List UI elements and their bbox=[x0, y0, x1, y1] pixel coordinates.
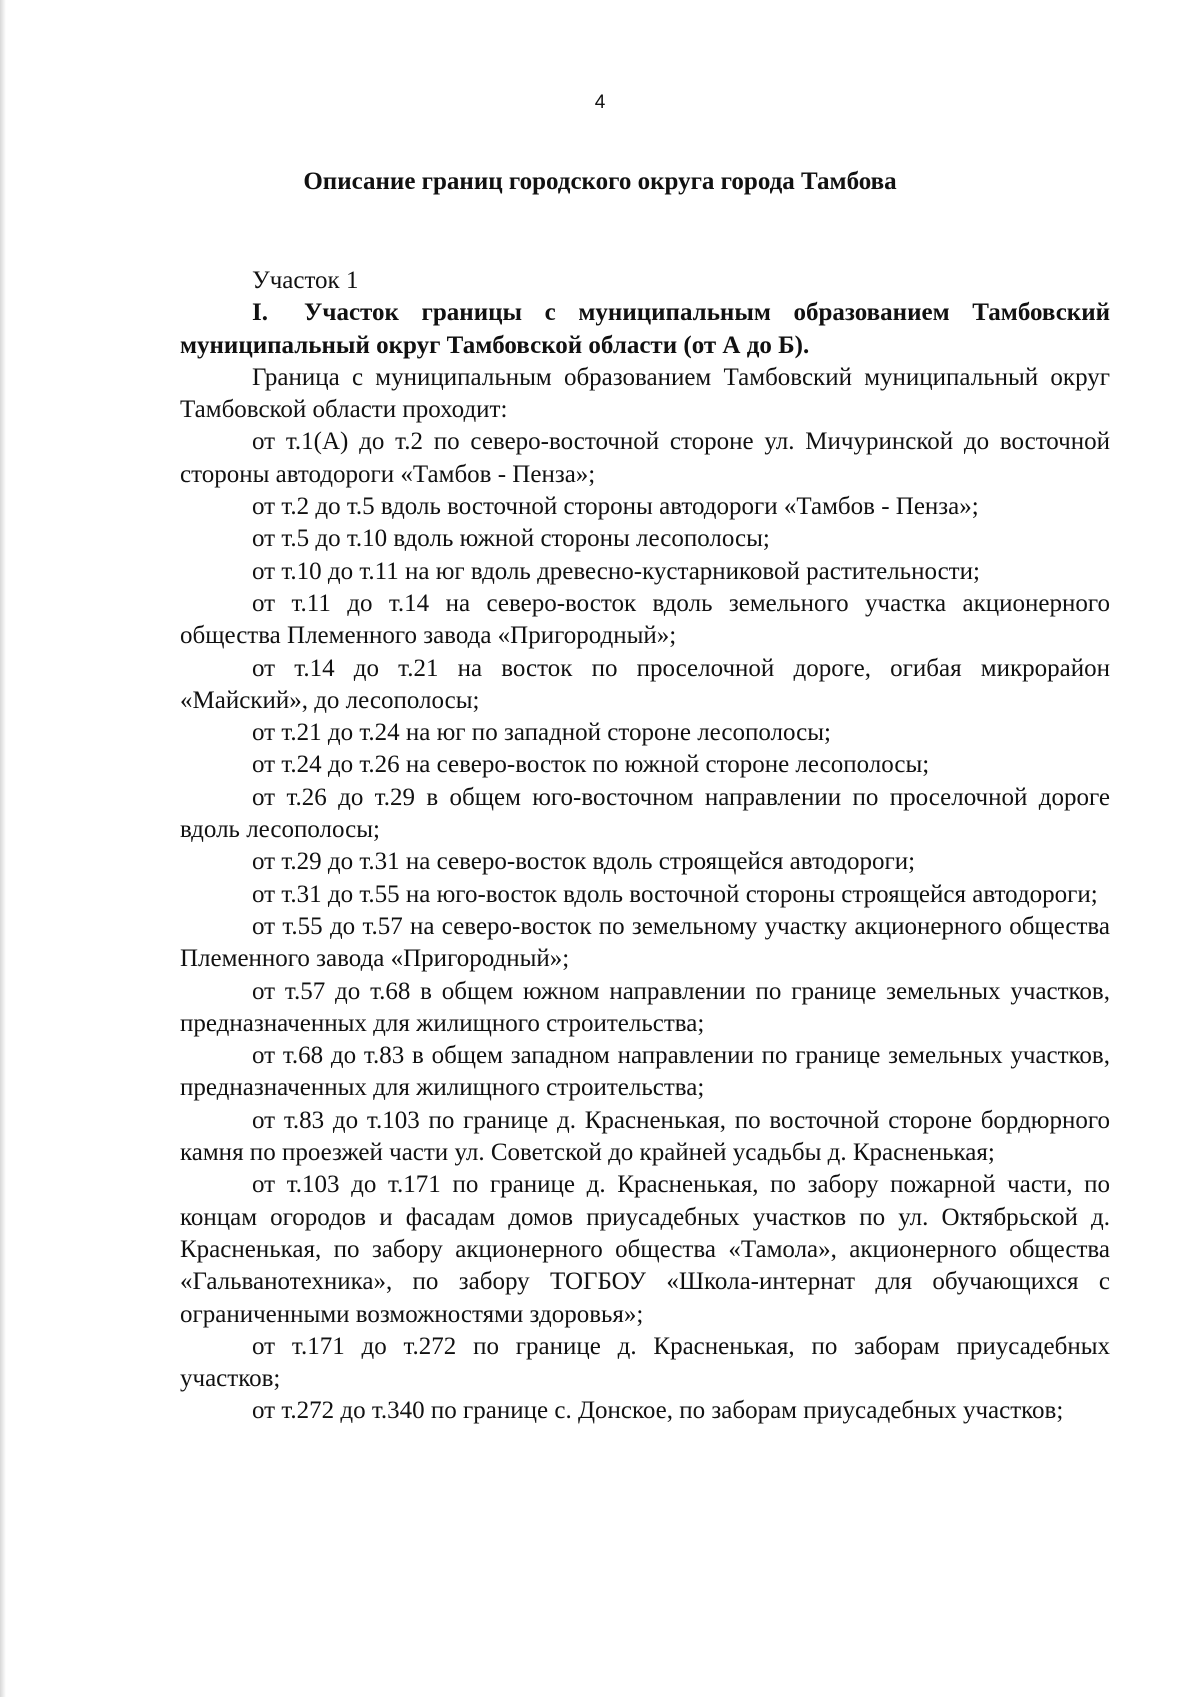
paragraph-segment: от т.103 до т.171 по границе д. Красненькая, по забору пожарной части, по концам огородов и фасадам домов приусадебных участков по ул. Октябрьской д. Красненькая, по забору акционерного общества «Тамола», акционерного общества «Гальванотехника», по забору ТОГБОУ «Школа-интернат для обучающихся с ограниченными возможностями здоровья»; bbox=[180, 1171, 1110, 1328]
paragraph-segment: от т.83 до т.103 по границе д. Красненькая, по восточной стороне бордюрного камня по проезжей части ул. Советской до крайней усадьбы д. Красненькая; bbox=[180, 1106, 1110, 1167]
section-heading bbox=[180, 297, 1110, 362]
paragraph-segment: от т.1(А) до т.2 по северо-восточной стороне ул. Мичуринской до восточной стороны автодороги «Тамбов - Пенза»; bbox=[180, 428, 1110, 488]
paragraph-segment: от т.68 до т.83 в общем западном направлении по границе земельных участков, предназначенных для жилищного строительства; bbox=[180, 1042, 1110, 1102]
paragraph-segment: от т.31 до т.55 на юго-восток вдоль восточной стороны строящейся автодороги; bbox=[252, 880, 1098, 908]
paragraph-segment: от т.21 до т.24 на юг по западной стороне лесополосы; bbox=[252, 719, 831, 747]
paragraph-segment: от т.11 до т.14 на северо-восток вдоль земельного участка акционерного общества Племенного завода «Пригородный»; bbox=[180, 589, 1110, 650]
paragraph-segment: от т.57 до т.68 в общем южном направлении по границе земельных участков, предназначенных для жилищного строительства; bbox=[180, 977, 1110, 1037]
scan-edge-shadow bbox=[0, 0, 6, 1697]
document-body bbox=[180, 265, 1110, 1428]
paragraph-segment: от т.10 до т.11 на юг вдоль древесно-кустарниковой растительности; bbox=[252, 557, 980, 585]
section-heading-numeral: I. bbox=[252, 299, 268, 327]
paragraph-segment: от т.29 до т.31 на северо-восток вдоль строящейся автодороги; bbox=[252, 848, 916, 876]
paragraph-segment: от т.5 до т.10 вдоль южной стороны лесополосы; bbox=[252, 525, 770, 553]
section-heading-text: Участок границы с муниципальным образованием Тамбовский муниципальный округ Тамбовской области (от А до Б). bbox=[180, 299, 1110, 359]
section-label: Участок 1 bbox=[252, 267, 359, 294]
paragraph-intro: Граница с муниципальным образованием Тамбовский муниципальный округ Тамбовской области проходит: bbox=[180, 363, 1110, 424]
paragraph-segment: от т.2 до т.5 вдоль восточной стороны автодороги «Тамбов - Пенза»; bbox=[252, 493, 979, 521]
document-title: Описание границ городского округа города Тамбова bbox=[303, 168, 897, 195]
page-number: 4 bbox=[594, 92, 606, 113]
paragraph-segment: от т.55 до т.57 на северо-восток по земельному участку акционерного общества Племенного завода «Пригородный»; bbox=[180, 912, 1110, 973]
paragraph-segment: от т.14 до т.21 на восток по проселочной дороге, огибая микрорайон «Майский», до лесополосы; bbox=[180, 654, 1110, 714]
paragraph-segment: от т.26 до т.29 в общем юго-восточном направлении по проселочной дороге вдоль лесополосы; bbox=[180, 783, 1110, 844]
paragraph-segment: от т.272 до т.340 по границе с. Донское, по заборам приусадебных участков; bbox=[252, 1397, 1064, 1425]
paragraph-segment: от т.171 до т.272 по границе д. Красненькая, по заборам приусадебных участков; bbox=[180, 1332, 1110, 1393]
paragraph-segment: от т.24 до т.26 на северо-восток по южной стороне лесополосы; bbox=[252, 751, 930, 779]
